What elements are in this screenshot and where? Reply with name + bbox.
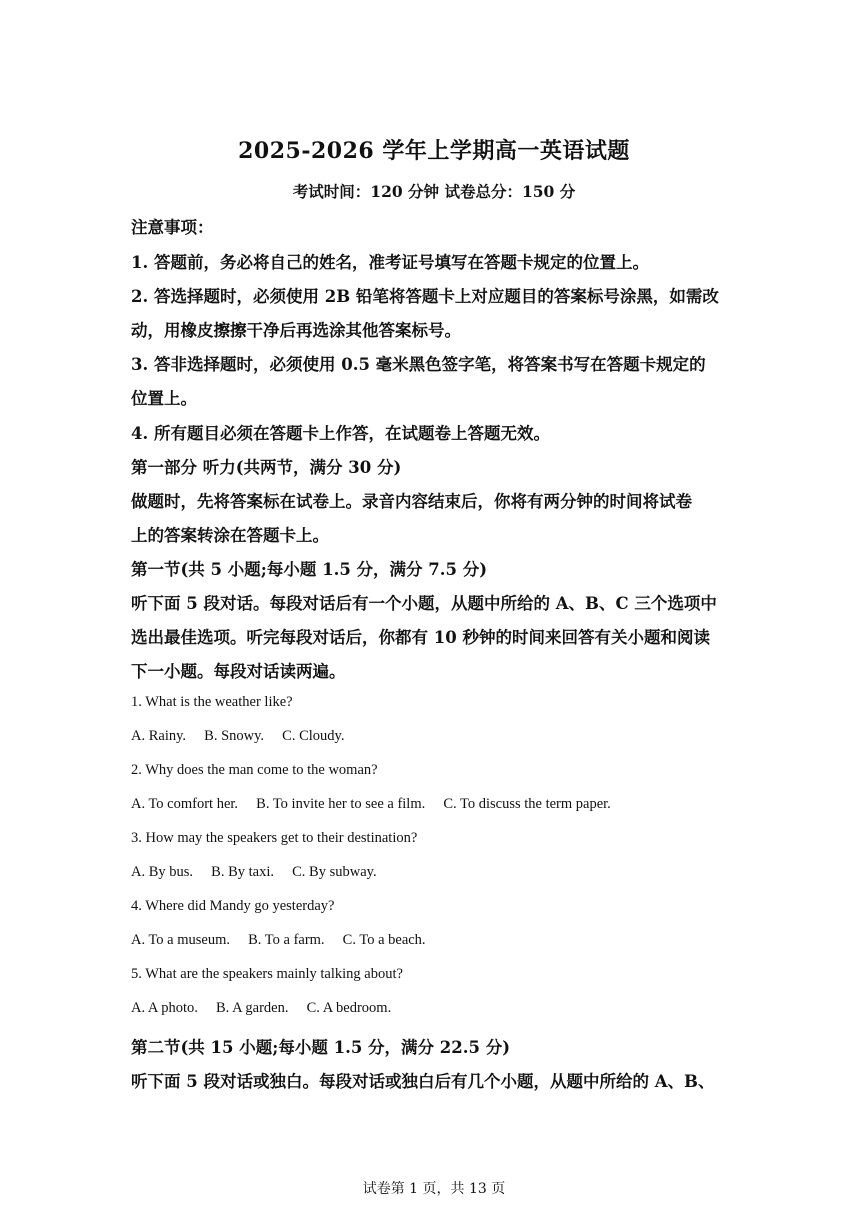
exam-time-and-score: 考试时间：120 分钟 试卷总分：150 分 bbox=[292, 182, 576, 201]
question-1-options: A. Rainy. B. Snowy. C. Cloudy. bbox=[131, 728, 345, 744]
section2-heading: 第二节(共 15 小题;每小题 1.5 分，满分 22.5 分) bbox=[131, 1038, 511, 1057]
question-4: 4. Where did Mandy go yesterday? bbox=[131, 898, 335, 914]
notice-item-2-line-2: 动，用橡皮擦擦干净后再选涂其他答案标号。 bbox=[131, 321, 461, 340]
question-3-options: A. By bus. B. By taxi. C. By subway. bbox=[131, 864, 377, 880]
section1-instructions-line-2: 选出最佳选项。听完每段对话后，你都有 10 秒钟的时间来回答有关小题和阅读 bbox=[131, 628, 710, 647]
question-2: 2. Why does the man come to the woman? bbox=[131, 762, 378, 778]
question-3: 3. How may the speakers get to their destination? bbox=[131, 830, 418, 846]
exam-title: 2025-2026 学年上学期高一英语试题 bbox=[238, 138, 630, 164]
section1-heading: 第一节(共 5 小题;每小题 1.5 分，满分 7.5 分) bbox=[131, 560, 488, 579]
part1-instructions-line-2: 上的答案转涂在答题卡上。 bbox=[131, 526, 329, 545]
section1-instructions-line-3: 下一小题。每段对话读两遍。 bbox=[131, 662, 346, 681]
notice-item-1: 1. 答题前，务必将自己的姓名，准考证号填写在答题卡规定的位置上。 bbox=[131, 253, 649, 272]
question-4-options: A. To a museum. B. To a farm. C. To a beach. bbox=[131, 932, 426, 948]
part1-heading: 第一部分 听力(共两节，满分 30 分) bbox=[131, 458, 402, 477]
notice-item-2-line-1: 2. 答选择题时，必须使用 2B 铅笔将答题卡上对应题目的答案标号涂黑，如需改 bbox=[131, 287, 719, 306]
section2-instructions-line-1: 听下面 5 段对话或独白。每段对话或独白后有几个小题，从题中所给的 A、B、 bbox=[131, 1072, 715, 1091]
page-footer: 试卷第 1 页，共 13 页 bbox=[362, 1181, 506, 1197]
notice-item-3-line-1: 3. 答非选择题时，必须使用 0.5 毫米黑色签字笔，将答案书写在答题卡规定的 bbox=[131, 355, 706, 374]
question-5-options: A. A photo. B. A garden. C. A bedroom. bbox=[131, 1000, 392, 1016]
notice-heading: 注意事项： bbox=[131, 218, 214, 237]
question-5: 5. What are the speakers mainly talking about? bbox=[131, 966, 403, 982]
notice-item-4: 4. 所有题目必须在答题卡上作答，在试题卷上答题无效。 bbox=[131, 424, 550, 443]
section1-instructions-line-1: 听下面 5 段对话。每段对话后有一个小题，从题中所给的 A、B、C 三个选项中 bbox=[131, 594, 717, 613]
notice-item-3-line-2: 位置上。 bbox=[131, 389, 197, 408]
question-1: 1. What is the weather like? bbox=[131, 694, 293, 710]
question-2-options: A. To comfort her. B. To invite her to see a film. C. To discuss the term paper. bbox=[131, 796, 611, 812]
part1-instructions-line-1: 做题时，先将答案标在试卷上。录音内容结束后，你将有两分钟的时间将试卷 bbox=[131, 492, 692, 511]
